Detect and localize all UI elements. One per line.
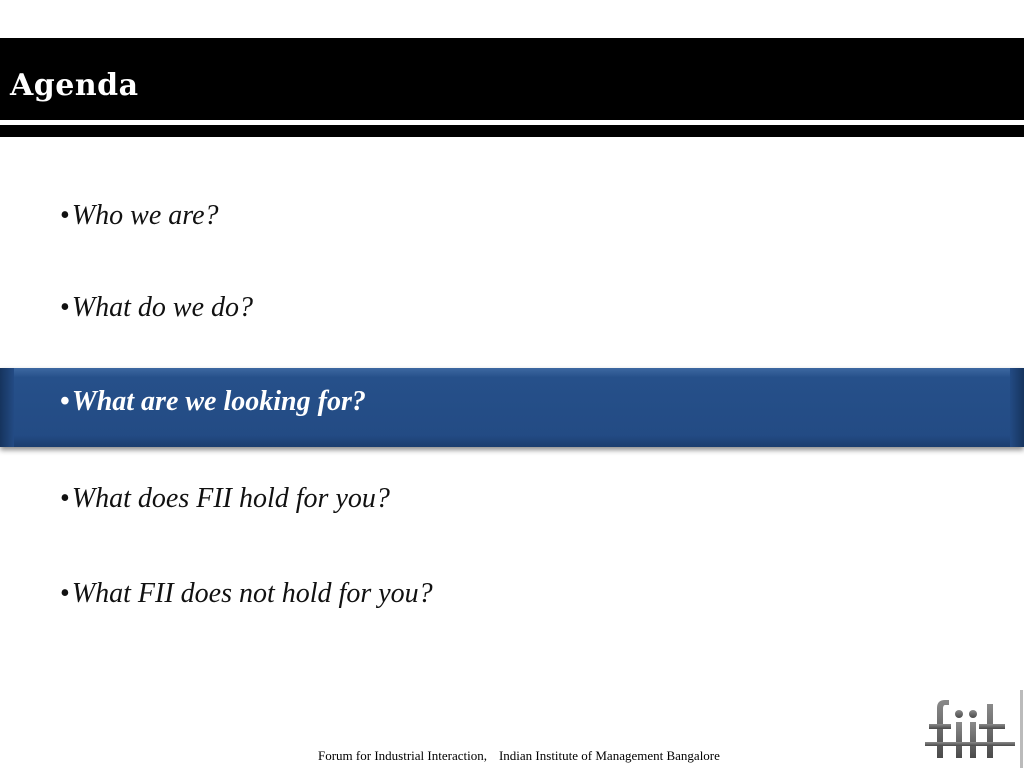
logo-divider xyxy=(1020,690,1023,768)
agenda-item-3-active xyxy=(60,386,366,418)
agenda-item-label: What FII does not hold for you? xyxy=(71,578,433,609)
footer-forum: Forum for Industrial Interaction, xyxy=(318,748,487,763)
header-band xyxy=(0,38,1024,120)
agenda-item-4 xyxy=(60,483,390,515)
footer-institute: Indian Institute of Management Bangalore xyxy=(498,748,720,763)
bullet-icon: • xyxy=(60,483,70,514)
bullet-icon: • xyxy=(60,292,70,323)
bullet-icon: • xyxy=(60,200,70,231)
agenda-item-5 xyxy=(60,578,433,610)
slide-title: Agenda xyxy=(10,68,139,103)
agenda-item-label: What do we do? xyxy=(71,292,254,323)
agenda-item-2 xyxy=(60,292,253,324)
agenda-item-1 xyxy=(60,200,219,232)
agenda-item-label: Who we are? xyxy=(71,200,219,231)
slide-footer xyxy=(318,748,720,764)
agenda-item-label: What are we looking for? xyxy=(71,386,366,417)
agenda-item-label: What does FII hold for you? xyxy=(71,483,390,514)
bullet-icon: • xyxy=(60,578,70,609)
header-rule xyxy=(0,125,1024,137)
fiit-logo-icon xyxy=(925,696,1015,762)
bullet-icon: • xyxy=(60,386,70,417)
